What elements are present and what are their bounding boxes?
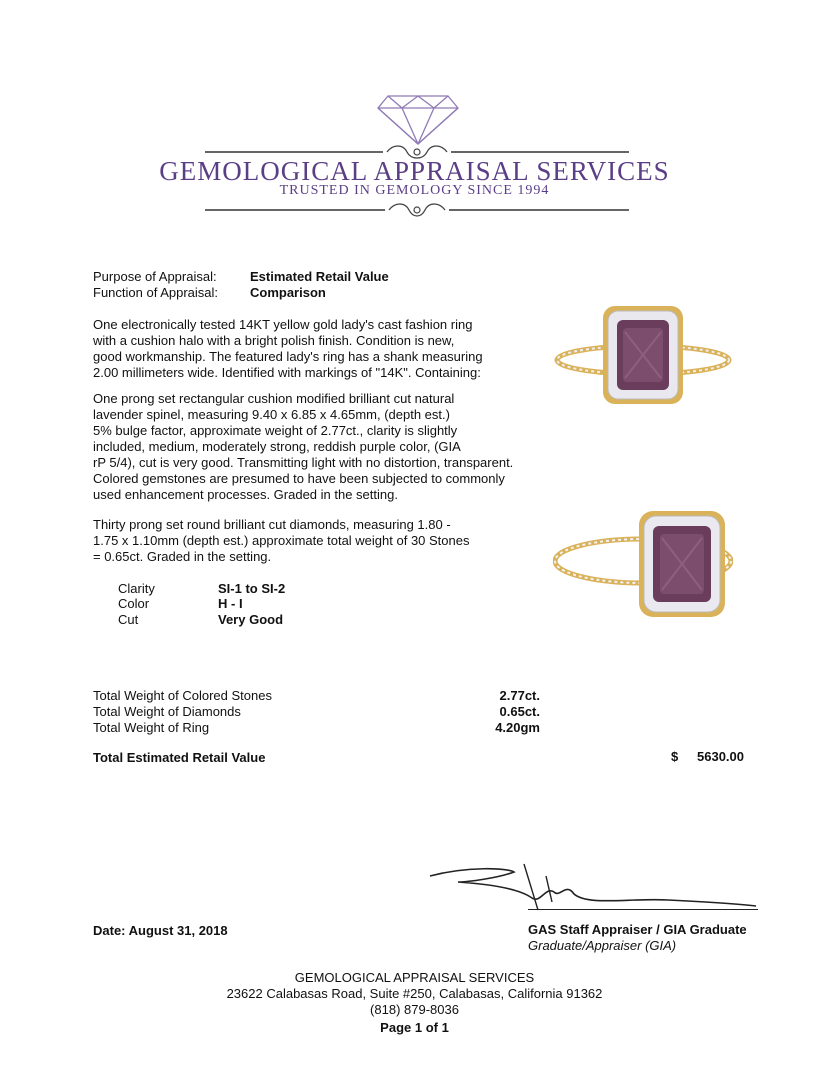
spinel-line: rP 5/4), cut is very good. Transmitting light with no distortion, transparent. bbox=[93, 455, 514, 470]
ring-photo-top bbox=[553, 302, 733, 410]
appraisal-date: Date: August 31, 2018 bbox=[93, 923, 228, 938]
spinel-line: included, medium, moderately strong, reddish purple color, (GIA bbox=[93, 439, 461, 454]
spinel-line: used enhancement processes. Graded in the setting. bbox=[93, 487, 398, 502]
ring-angled-icon bbox=[553, 505, 733, 620]
function-value: Comparison bbox=[250, 285, 326, 300]
description-line: good workmanship. The featured lady's ring has a shank measuring bbox=[93, 349, 483, 364]
weight-diamonds-value: 0.65ct. bbox=[499, 704, 540, 719]
weight-diamonds-label: Total Weight of Diamonds bbox=[93, 704, 241, 719]
grade-color-label: Color bbox=[118, 596, 150, 611]
spinel-line: One prong set rectangular cushion modified brilliant cut natural bbox=[93, 391, 455, 406]
ring-description bbox=[93, 317, 553, 381]
function-label: Function of Appraisal: bbox=[93, 285, 219, 300]
diamonds-line: 1.75 x 1.10mm (depth est.) approximate total weight of 30 Stones bbox=[93, 533, 470, 548]
grade-color-value: H - I bbox=[218, 596, 243, 611]
diamonds-line: Thirty prong set round brilliant cut diamonds, measuring 1.80 - bbox=[93, 517, 451, 532]
weight-colored-value: 2.77ct. bbox=[499, 688, 540, 703]
spinel-line: Colored gemstones are presumed to have been subjected to commonly bbox=[93, 471, 505, 486]
signer-subtitle: Graduate/Appraiser (GIA) bbox=[528, 938, 677, 953]
spinel-description bbox=[93, 391, 553, 503]
ring-top-icon bbox=[553, 302, 733, 410]
total-value: 5630.00 bbox=[697, 749, 744, 764]
purpose-value: Estimated Retail Value bbox=[250, 269, 389, 284]
diamonds-line: = 0.65ct. Graded in the setting. bbox=[93, 549, 272, 564]
footer-phone: (818) 879-8036 bbox=[370, 1002, 459, 1017]
ring-photo-angled bbox=[553, 505, 733, 620]
company-tagline: TRUSTED IN GEMOLOGY SINCE 1994 bbox=[279, 183, 550, 198]
footer-address: 23622 Calabasas Road, Suite #250, Calabasas, California 91362 bbox=[226, 986, 603, 1001]
signature-line bbox=[528, 909, 758, 910]
weight-ring-value: 4.20gm bbox=[495, 720, 540, 735]
footer-company: GEMOLOGICAL APPRAISAL SERVICES bbox=[294, 970, 535, 985]
description-line: One electronically tested 14KT yellow gold lady's cast fashion ring bbox=[93, 317, 473, 332]
footer-page: Page 1 of 1 bbox=[380, 1020, 449, 1035]
spinel-line: lavender spinel, measuring 9.40 x 6.85 x 4.65mm, (depth est.) bbox=[93, 407, 450, 422]
grade-clarity-label: Clarity bbox=[118, 581, 155, 596]
company-title: GEMOLOGICAL APPRAISAL SERVICES bbox=[159, 156, 670, 186]
description-line: with a cushion halo with a bright polish finish. Condition is new, bbox=[93, 333, 455, 348]
ornament-bottom bbox=[205, 200, 629, 220]
description-line: 2.00 millimeters wide. Identified with markings of "14K". Containing: bbox=[93, 365, 481, 380]
weight-colored-label: Total Weight of Colored Stones bbox=[93, 688, 272, 703]
spinel-line: 5% bulge factor, approximate weight of 2.77ct., clarity is slightly bbox=[93, 423, 458, 438]
grade-clarity-value: SI-1 to SI-2 bbox=[218, 581, 286, 596]
signer-title: GAS Staff Appraiser / GIA Graduate bbox=[528, 922, 747, 937]
logo bbox=[376, 86, 460, 146]
purpose-label: Purpose of Appraisal: bbox=[93, 269, 217, 284]
diamonds-description bbox=[93, 517, 553, 565]
diamond-logo-icon bbox=[376, 86, 460, 146]
total-currency: $ bbox=[671, 749, 679, 764]
grade-cut-label: Cut bbox=[118, 612, 139, 627]
weight-ring-label: Total Weight of Ring bbox=[93, 720, 210, 735]
grade-cut-value: Very Good bbox=[218, 612, 284, 627]
total-label: Total Estimated Retail Value bbox=[93, 750, 266, 765]
